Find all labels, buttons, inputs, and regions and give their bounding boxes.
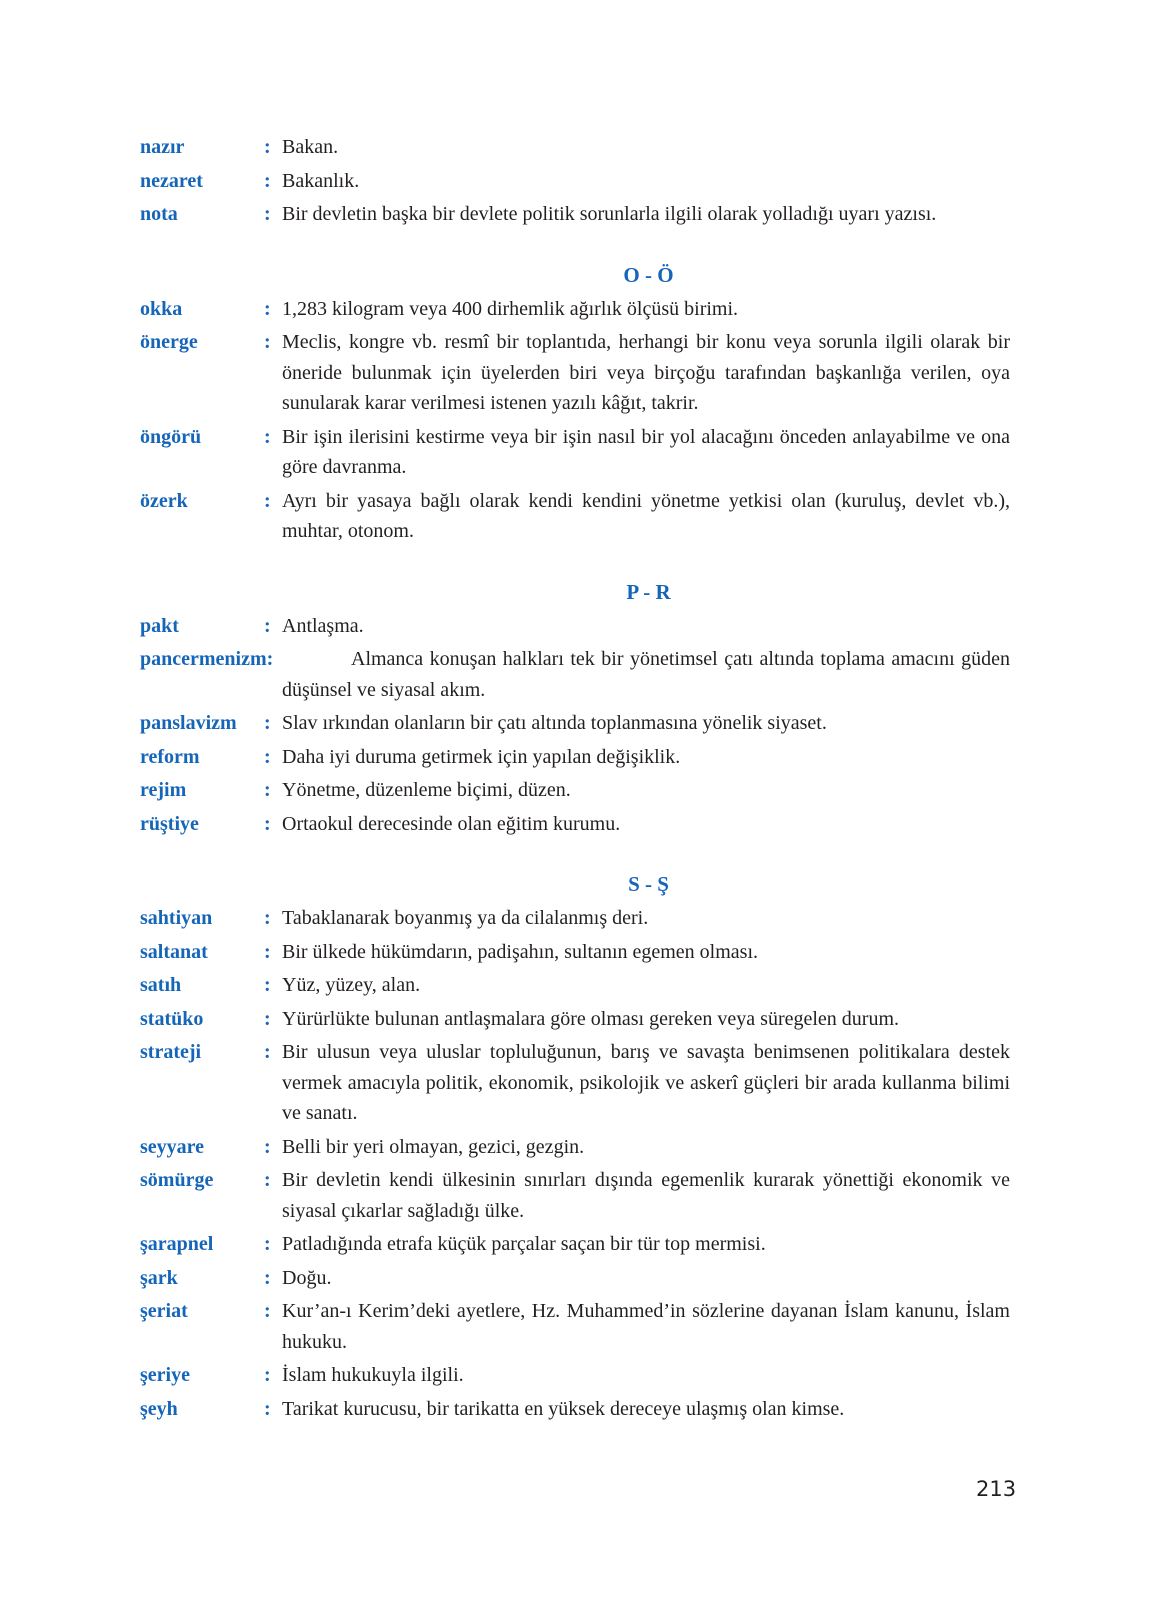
glossary-definition: Doğu. — [282, 1266, 332, 1289]
glossary-term: önerge — [140, 331, 198, 353]
glossary-entry — [140, 166, 1010, 197]
glossary-entry — [140, 486, 1010, 547]
term-colon: : — [264, 1233, 271, 1255]
glossary-definition: Bir ülkede hükümdarın, padişahın, sultanın egemen olması. — [282, 940, 759, 963]
term-colon: : — [264, 1397, 271, 1420]
term-colon: : — [264, 203, 271, 225]
glossary-entry — [140, 903, 1010, 934]
glossary-definition: Daha iyi duruma getirmek için yapılan değişiklik. — [282, 745, 681, 768]
term-colon: : — [264, 1007, 271, 1030]
glossary-term: özerk — [140, 489, 188, 512]
glossary-term: saltanat — [140, 940, 208, 963]
section-heading: O - Ö — [623, 262, 674, 287]
glossary-entry — [140, 1004, 1010, 1035]
glossary-entry — [140, 970, 1010, 1001]
glossary-definition: Slav ırkından olanların bir çatı altında toplanmasına yönelik siyaset. — [282, 712, 827, 734]
glossary-definition: Bakan. — [282, 136, 339, 158]
glossary-entry — [140, 1165, 1010, 1226]
term-colon: : — [264, 907, 271, 929]
glossary-entry — [140, 1132, 1010, 1163]
glossary-definition: Patladığında etrafa küçük parçalar saçan bir tür top mermisi. — [282, 1233, 766, 1255]
term-colon: : — [264, 812, 271, 835]
glossary-term: rejim — [140, 779, 187, 801]
term-colon: : — [264, 1300, 271, 1322]
glossary-definition: Kur’an-ı Kerim’deki ayetlere, Hz. Muhammed’in sözlerine dayanan İslam kanunu, İslam hukuku. — [282, 1300, 1010, 1353]
term-colon: : — [264, 1266, 271, 1289]
glossary-entry — [140, 775, 1010, 806]
glossary-entry — [140, 1037, 1010, 1129]
glossary-term: satıh — [140, 974, 182, 996]
term-colon: : — [264, 331, 271, 353]
glossary-term: pancermenizm: — [140, 648, 274, 670]
glossary-definition: Bir devletin kendi ülkesinin sınırları dışında egemenlik kurarak yönettiği ekonomik ve siyasal çıkarlar sağladığı ülke. — [282, 1169, 1010, 1222]
glossary-entry — [140, 1229, 1010, 1260]
glossary-term: nazır — [140, 136, 185, 158]
glossary-entry — [140, 1360, 1010, 1391]
glossary-term: reform — [140, 745, 200, 768]
section-heading: P - R — [626, 579, 671, 604]
glossary-definition: 1,283 kilogram veya 400 dirhemlik ağırlık ölçüsü birimi. — [282, 297, 739, 320]
glossary-definition: Tabaklanarak boyanmış ya da cilalanmış deri. — [282, 907, 649, 929]
glossary-term: rüştiye — [140, 812, 199, 835]
glossary-term: pakt — [140, 614, 179, 637]
glossary-term: nota — [140, 203, 178, 225]
term-colon: : — [264, 1364, 271, 1386]
glossary-term: şeyh — [140, 1397, 178, 1420]
glossary-term: şarapnel — [140, 1233, 214, 1255]
glossary-entry — [140, 809, 1010, 840]
term-colon: : — [264, 136, 271, 158]
term-colon: : — [264, 425, 271, 448]
glossary-definition: Meclis, kongre vb. resmî bir toplantıda, herhangi bir konu veya sorunla ilgili olarak bir öneride bulunmak için üyelerden biri veya birçoğu tarafından başkanlığa verilen, oya sunularak karar verilmesi istenen yazılı kâğıt, takrir. — [282, 331, 1010, 414]
term-colon: : — [264, 940, 271, 963]
glossary-term: strateji — [140, 1041, 202, 1063]
glossary-term: statüko — [140, 1007, 204, 1030]
glossary-definition: Yüz, yüzey, alan. — [282, 974, 421, 996]
glossary-entry — [140, 708, 1010, 739]
glossary-entry — [140, 742, 1010, 773]
glossary-term: seyyare — [140, 1135, 205, 1158]
glossary-definition: Ortaokul derecesinde olan eğitim kurumu. — [282, 812, 621, 835]
glossary-entry — [140, 132, 1010, 163]
glossary-entry — [140, 1263, 1010, 1294]
glossary-definition: Bir devletin başka bir devlete politik sorunlarla ilgili olarak yolladığı uyarı yazısı. — [282, 203, 937, 225]
glossary-definition: Bir ulusun veya uluslar topluluğunun, barış ve savaşta benimsenen politikalara destek vermek amacıyla politik, ekonomik, psikolojik ve askerî güçleri bir arada kullanma bilimi ve sanatı. — [282, 1041, 1010, 1124]
glossary-definition: Yönetme, düzenleme biçimi, düzen. — [282, 779, 571, 801]
glossary-definition: Tarikat kurucusu, bir tarikatta en yüksek dereceye ulaşmış olan kimse. — [282, 1397, 845, 1420]
term-colon: : — [264, 1041, 271, 1063]
term-colon: : — [264, 745, 271, 768]
term-colon: : — [264, 489, 271, 512]
glossary-entry — [140, 199, 1010, 230]
glossary-definition: Bir işin ilerisini kestirme veya bir işin nasıl bir yol alacağını önceden anlayabilme ve ona göre davranma. — [282, 425, 1010, 478]
glossary-definition: İslam hukukuyla ilgili. — [282, 1364, 464, 1386]
section-heading: S - Ş — [628, 872, 669, 896]
term-colon: : — [264, 1169, 271, 1191]
term-colon: : — [264, 712, 271, 734]
term-colon: : — [264, 614, 271, 637]
glossary-term: okka — [140, 297, 183, 320]
glossary-definition: Antlaşma. — [282, 614, 364, 637]
glossary-entry — [140, 1394, 1010, 1425]
glossary-term: nezaret — [140, 169, 203, 192]
term-colon: : — [264, 169, 271, 192]
term-colon: : — [264, 974, 271, 996]
glossary-entry — [140, 422, 1010, 483]
glossary-definition: Belli bir yeri olmayan, gezici, gezgin. — [282, 1135, 585, 1158]
glossary-term: şark — [140, 1266, 178, 1289]
glossary-entry — [140, 327, 1010, 419]
glossary-term: sömürge — [140, 1169, 214, 1191]
page-number: 213 — [976, 1477, 1017, 1501]
glossary-entry — [140, 294, 1010, 325]
glossary-definition: Ayrı bir yasaya bağlı olarak kendi kendini yönetme yetkisi olan (kuruluş, devlet vb.), muhtar, otonom. — [282, 489, 1010, 542]
glossary-entry — [140, 1296, 1010, 1357]
glossary-entry — [140, 611, 1010, 642]
glossary-definition: Almanca konuşan halkları tek bir yönetimsel çatı altında toplama amacını güden düşünsel ve siyasal akım. — [282, 648, 1010, 701]
term-colon: : — [264, 1135, 271, 1158]
glossary-term: sahtiyan — [140, 907, 213, 929]
term-colon: : — [264, 779, 271, 801]
glossary-term: şeriat — [140, 1300, 188, 1322]
glossary-term: panslavizm — [140, 712, 237, 734]
glossary-term: şeriye — [140, 1364, 190, 1386]
term-colon: : — [264, 297, 271, 320]
glossary-definition: Yürürlükte bulunan antlaşmalara göre olması gereken veya süregelen durum. — [282, 1007, 900, 1030]
glossary-term: öngörü — [140, 425, 202, 448]
glossary-definition: Bakanlık. — [282, 169, 360, 192]
glossary-content — [140, 132, 1010, 1427]
glossary-entry — [140, 937, 1010, 968]
glossary-entry — [140, 644, 1010, 705]
